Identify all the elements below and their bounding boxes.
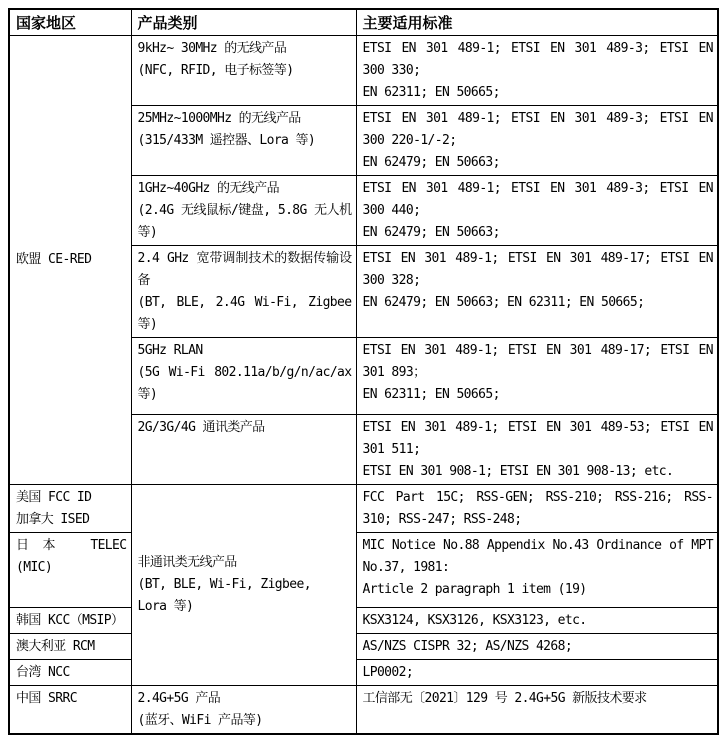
cell-standards-mic: MIC Notice No.88 Appendix No.43 Ordinance of MPT No.37, 1981: Article 2 paragraph 1 item (19) (356, 532, 718, 607)
cell-standards-5ghz-rlan: ETSI EN 301 489-1; ETSI EN 301 489-17; ETSI EN 301 893； EN 62311; EN 50665; (356, 337, 718, 414)
cell-product-9khz-30mhz: 9kHz~ 30MHz 的无线产品 (NFC, RFID, 电子标签等) (131, 35, 356, 105)
cell-standards-ksx: KSX3124, KSX3126, KSX3123, etc. (356, 607, 718, 633)
cell-region-usa-canada: 美国 FCC ID 加拿大 ISED (9, 484, 131, 532)
cell-standards-2g-3g-4g: ETSI EN 301 489-1; ETSI EN 301 489-53; ETSI EN 301 511; ETSI EN 301 908-1; ETSI EN 301 908-13; etc. (356, 414, 718, 484)
cell-standards-9khz-30mhz: ETSI EN 301 489-1; ETSI EN 301 489-3; ETSI EN 300 330; EN 62311; EN 50665; (356, 35, 718, 105)
cell-region-china-srrc: 中国 SRRC (9, 685, 131, 734)
cell-region-japan-telec: 日本 TELEC (MIC) (9, 532, 131, 607)
cell-region-korea-kcc: 韩国 KCC（MSIP） (9, 607, 131, 633)
table-header-row (9, 9, 718, 35)
table-row (9, 685, 718, 734)
table-row (9, 607, 718, 633)
cell-product-25mhz-1000mhz: 25MHz~1000MHz 的无线产品 (315/433M 遥控器、Lora 等) (131, 105, 356, 175)
standards-table (8, 8, 719, 735)
certification-standards-document (8, 8, 719, 735)
cell-standards-2-4ghz-wideband: ETSI EN 301 489-1; ETSI EN 301 489-17; ETSI EN 300 328; EN 62479; EN 50663; EN 62311; EN 50665; (356, 245, 718, 337)
cell-product-1ghz-40ghz: 1GHz~40GHz 的无线产品 (2.4G 无线鼠标/键盘, 5.8G 无人机等) (131, 175, 356, 245)
cell-standards-lp0002: LP0002; (356, 659, 718, 685)
col-header-product: 产品类别 (131, 9, 356, 35)
table-row (9, 633, 718, 659)
cell-standards-miit: 工信部无〔2021〕129 号 2.4G+5G 新版技术要求 (356, 685, 718, 734)
cell-region-australia-rcm: 澳大利亚 RCM (9, 633, 131, 659)
cell-standards-25mhz-1000mhz: ETSI EN 301 489-1; ETSI EN 301 489-3; ETSI EN 300 220-1/-2; EN 62479; EN 50663; (356, 105, 718, 175)
table-row (9, 484, 718, 532)
cell-product-non-comm-wireless: 非通讯类无线产品 (BT, BLE, Wi-Fi, Zigbee, Lora 等) (131, 484, 356, 685)
col-header-standards: 主要适用标准 (356, 9, 718, 35)
cell-region-eu-ce-red: 欧盟 CE-RED (9, 35, 131, 484)
col-header-region: 国家地区 (9, 9, 131, 35)
cell-product-5ghz-rlan: 5GHz RLAN (5G Wi-Fi 802.11a/b/g/n/ac/ax 等) (131, 337, 356, 414)
cell-standards-fcc-ised: FCC Part 15C; RSS-GEN; RSS-210; RSS-216; RSS-310; RSS-247; RSS-248; (356, 484, 718, 532)
table-row (9, 659, 718, 685)
table-row (9, 35, 718, 105)
cell-region-taiwan-ncc: 台湾 NCC (9, 659, 131, 685)
cell-standards-as-nzs: AS/NZS CISPR 32; AS/NZS 4268; (356, 633, 718, 659)
cell-standards-1ghz-40ghz: ETSI EN 301 489-1; ETSI EN 301 489-3; ETSI EN 300 440; EN 62479; EN 50663; (356, 175, 718, 245)
cell-product-2-4g-5g: 2.4G+5G 产品 (蓝牙、WiFi 产品等) (131, 685, 356, 734)
table-row (9, 532, 718, 607)
cell-product-2-4ghz-wideband: 2.4 GHz 宽带调制技术的数据传输设备 (BT, BLE, 2.4G Wi-Fi, Zigbee 等) (131, 245, 356, 337)
cell-product-2g-3g-4g: 2G/3G/4G 通讯类产品 (131, 414, 356, 484)
